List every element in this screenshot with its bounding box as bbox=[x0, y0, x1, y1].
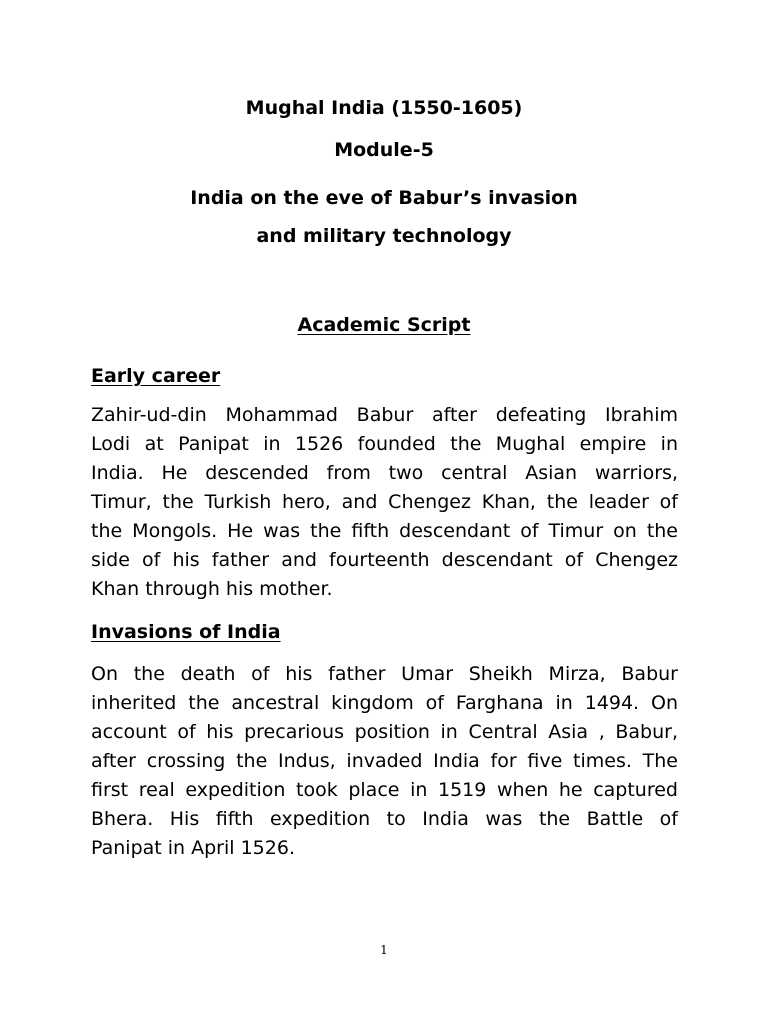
paragraph-line: inherited the ancestral kingdom of Farghana in 1494. On bbox=[91, 692, 678, 714]
document-title: Mughal India (1550-1605) bbox=[245, 97, 523, 119]
paragraph-line: India. He descended from two central Asian warriors, bbox=[91, 462, 678, 484]
paragraph-early-career bbox=[91, 401, 678, 604]
academic-script-label: Academic Script bbox=[297, 314, 471, 336]
paragraph-line: Panipat in April 1526. bbox=[91, 837, 295, 859]
page-number: 1 bbox=[380, 943, 388, 957]
paragraph-line: Khan through his mother. bbox=[91, 578, 333, 600]
section-heading-invasions: Invasions of India bbox=[91, 621, 281, 643]
paragraph-line: the Mongols. He was the fifth descendant of Timur on the bbox=[91, 520, 678, 542]
module-label: Module-5 bbox=[334, 139, 434, 161]
subtitle-line-1: India on the eve of Babur’s invasion bbox=[190, 187, 578, 209]
paragraph-line: Timur, the Turkish hero, and Chengez Khan, the leader of bbox=[91, 491, 678, 513]
paragraph-line: side of his father and fourteenth descendant of Chengez bbox=[91, 549, 678, 571]
paragraph-line: after crossing the Indus, invaded India for five times. The bbox=[91, 750, 678, 772]
academic-script-heading bbox=[0, 312, 768, 338]
paragraph-line: Bhera. His fifth expedition to India was the Battle of bbox=[91, 808, 678, 830]
paragraph-line: account of his precarious position in Central Asia , Babur, bbox=[91, 721, 678, 743]
paragraph-line: On the death of his father Umar Sheikh Mirza, Babur bbox=[91, 663, 678, 685]
subtitle-line-2: and military technology bbox=[256, 225, 512, 247]
paragraph-line: Zahir-ud-din Mohammad Babur after defeating Ibrahim bbox=[91, 404, 678, 426]
paragraph-invasions bbox=[91, 660, 678, 863]
paragraph-line: Lodi at Panipat in 1526 founded the Mughal empire in bbox=[91, 433, 678, 455]
paragraph-line: first real expedition took place in 1519 when he captured bbox=[91, 779, 678, 801]
section-heading-early-career: Early career bbox=[91, 365, 221, 387]
